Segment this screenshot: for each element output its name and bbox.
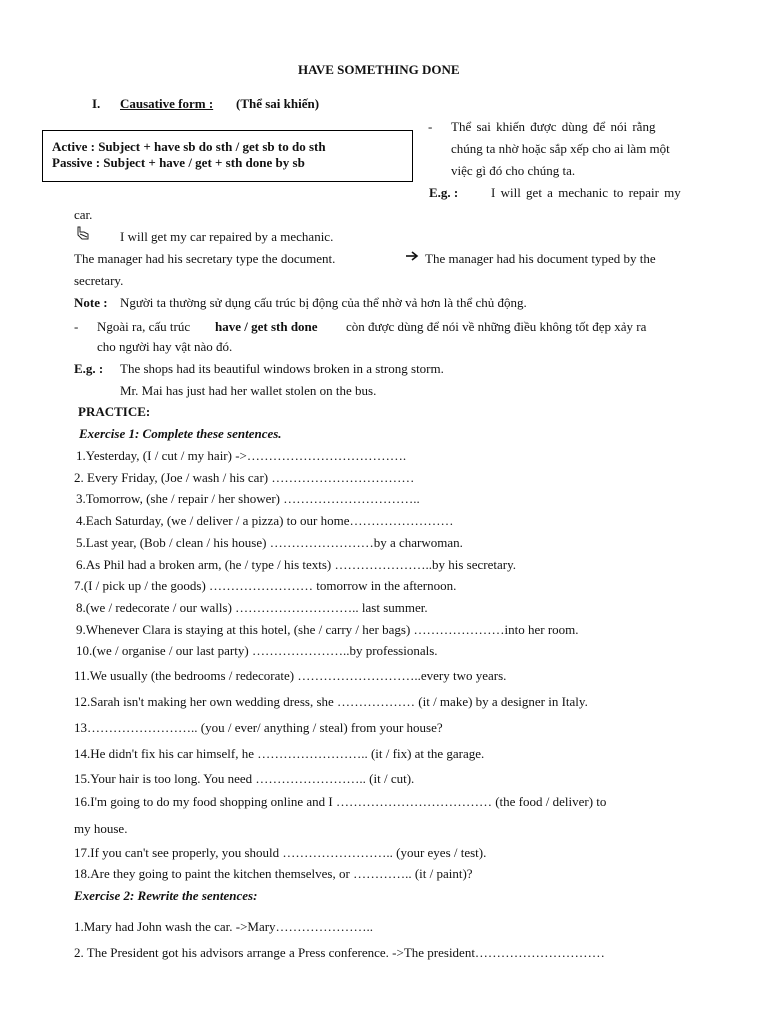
exercise-item: 10.(we / organise / our last party) …………………..by professionals. xyxy=(76,643,438,658)
exercise-item: 2. The President got his advisors arrange a Press conference. ->The president………………………… xyxy=(74,945,605,960)
bullet-dash: - xyxy=(428,119,433,134)
also-line2: cho người hay vật nào đó. xyxy=(97,339,233,354)
body-line: I will get my car repaired by a mechanic. xyxy=(120,229,334,244)
exercise-item: 2. Every Friday, (Joe / wash / his car) …………………………… xyxy=(74,470,415,485)
right-text-line3: việc gì đó cho chúng ta. xyxy=(451,163,576,178)
exercise-item: 16.I'm going to do my food shopping online and I ……………………………… (the food / deliver) to xyxy=(74,794,607,809)
exercise-item: 6.As Phil had a broken arm, (he / type / his texts) …………………..by his secretary. xyxy=(76,557,516,572)
example-label: E.g. : xyxy=(429,185,459,200)
example-line: Mr. Mai has just had her wallet stolen on the bus. xyxy=(120,383,377,398)
body-line: The manager had his secretary type the document. xyxy=(74,251,336,266)
exercise-item: 3.Tomorrow, (she / repair / her shower) ………………………….. xyxy=(76,491,420,506)
exercise1-title: Exercise 1: Complete these sentences. xyxy=(79,426,282,441)
exercise-item: 13…………………….. (you / ever/ anything / steal) from your house? xyxy=(74,720,443,735)
section-number: I. xyxy=(92,96,101,111)
exercise-item: 15.Your hair is too long. You need …………………….. (it / cut). xyxy=(74,771,415,786)
exercise-item: 9.Whenever Clara is staying at this hotel, (she / carry / her bags) …………………into her room. xyxy=(76,622,579,637)
exercise-item: 1.Yesterday, (I / cut / my hair) ->………………………………. xyxy=(76,448,407,463)
exercise-item: 14.He didn't fix his car himself, he …………………….. (it / fix) at the garage. xyxy=(74,746,485,761)
exercise-item: 11.We usually (the bedrooms / redecorate) ………………………..every two years. xyxy=(74,668,507,683)
section-heading-note: (Thể sai khiến) xyxy=(236,96,320,111)
exercise-item: 12.Sarah isn't making her own wedding dress, she ……………… (it / make) by a designer in Italy. xyxy=(74,694,588,709)
also-line-bold: have / get sth done xyxy=(215,319,318,334)
exercise2-title: Exercise 2: Rewrite the sentences: xyxy=(74,888,258,903)
example-text: I will get a mechanic to repair my xyxy=(491,185,681,200)
exercise-item: 7.(I / pick up / the goods) …………………… tomorrow in the afternoon. xyxy=(74,578,457,593)
also-line-part1: Ngoài ra, cấu trúc xyxy=(97,319,191,334)
exercise-item: 8.(we / redecorate / our walls) ……………………….. last summer. xyxy=(76,600,428,615)
note-label: Note : xyxy=(74,295,108,310)
note-text: Người ta thường sử dụng cấu trúc bị động của thể nhờ vả hơn là thể chủ động. xyxy=(120,295,527,310)
right-text-line2: chúng ta nhờ hoặc sắp xếp cho ai làm một xyxy=(451,141,670,156)
right-text-line1: Thể sai khiến được dùng để nói rằng xyxy=(451,119,656,134)
body-line: secretary. xyxy=(74,273,124,288)
exercise-item: my house. xyxy=(74,821,128,836)
arrow-right-icon xyxy=(405,250,419,266)
example-line: The shops had its beautiful windows broken in a strong storm. xyxy=(120,361,444,376)
practice-heading: PRACTICE: xyxy=(78,404,151,419)
page-title: HAVE SOMETHING DONE xyxy=(298,62,460,77)
passive-formula: Passive : Subject + have / get + sth done by sb xyxy=(52,155,305,170)
bullet-dash: - xyxy=(74,319,79,334)
active-formula: Active : Subject + have sb do sth / get sb to do sth xyxy=(52,139,326,154)
example-label: E.g. : xyxy=(74,361,104,376)
section-heading: Causative form : xyxy=(120,96,214,111)
also-line-part2: còn được dùng để nói về những điều không tốt đẹp xảy ra xyxy=(346,319,647,334)
exercise-item: 18.Are they going to paint the kitchen themselves, or ………….. (it / paint)? xyxy=(74,866,473,881)
body-line: car. xyxy=(74,207,93,222)
exercise-item: 17.If you can't see properly, you should …………………….. (your eyes / test). xyxy=(74,845,487,860)
pencil-hand-icon xyxy=(76,226,90,244)
body-line: The manager had his document typed by the xyxy=(425,251,656,266)
exercise-item: 1.Mary had John wash the car. ->Mary………………….. xyxy=(74,919,374,934)
exercise-item: 4.Each Saturday, (we / deliver / a pizza) to our home…………………… xyxy=(76,513,454,528)
formula-box xyxy=(42,130,413,182)
exercise-item: 5.Last year, (Bob / clean / his house) ……………………by a charwoman. xyxy=(76,535,463,550)
